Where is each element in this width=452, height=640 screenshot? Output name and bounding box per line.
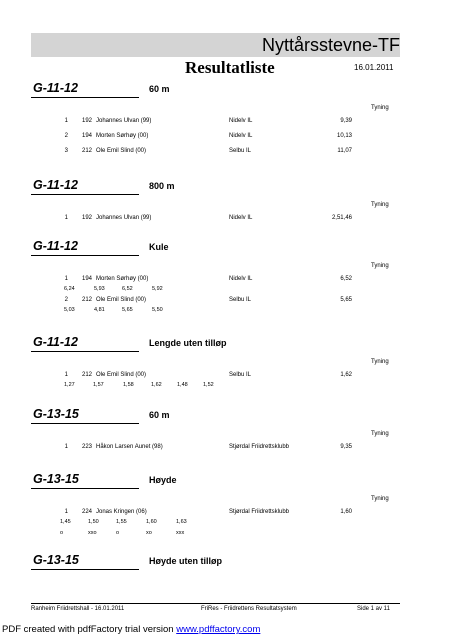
attempt-value-row <box>0 285 452 294</box>
athlete-club: Stjørdal Friidrettsklubb <box>229 509 290 515</box>
section-underline <box>31 351 139 352</box>
section-class: G-13-15 <box>33 472 79 486</box>
section-event: Lengde uten tilløp <box>149 338 227 348</box>
result-place: 1 <box>64 118 68 124</box>
result-row <box>0 443 452 452</box>
results-title: Resultatliste <box>185 58 275 77</box>
wind-label: Tyning <box>371 202 389 208</box>
result-place: 1 <box>64 215 68 221</box>
result-place: 1 <box>64 372 68 378</box>
attempt-value: 4,81 <box>94 307 105 313</box>
footer-page-number: Side 1 av 11 <box>357 606 390 612</box>
result-bib: 192 <box>81 118 92 124</box>
footer-system: FriRes - Friidrettens Resultatsystem <box>201 606 297 612</box>
athlete-name: Johannes Ulvan (99) <box>96 118 152 124</box>
attempt-value: 1,62 <box>151 382 162 388</box>
attempt-value: 1,48 <box>177 382 188 388</box>
result-value: 9,39 <box>340 118 352 124</box>
athlete-name: Håkon Larsen Aunet (98) <box>96 444 163 450</box>
attempt-value: 5,03 <box>64 307 75 313</box>
pdf-banner <box>2 624 260 636</box>
result-bib: 194 <box>81 133 92 139</box>
result-value: 5,65 <box>340 297 352 303</box>
result-place: 1 <box>64 276 68 282</box>
result-row <box>0 147 452 156</box>
section-event: Høyde <box>149 475 177 485</box>
section-class: G-11-12 <box>33 81 78 95</box>
result-place: 1 <box>64 509 68 515</box>
pdffactory-link[interactable]: www.pdffactory.com <box>176 624 261 635</box>
section-event: Høyde uten tilløp <box>149 556 222 566</box>
attempt-value: 5,50 <box>152 307 163 313</box>
attempt-value: 5,65 <box>122 307 133 313</box>
athlete-club: Selbu IL <box>229 297 252 303</box>
height-value: 1,50 <box>88 519 99 525</box>
wind-label: Tyning <box>371 431 389 437</box>
result-bib: 224 <box>81 509 92 515</box>
attempt-mark: xxo <box>88 530 97 536</box>
result-bib: 212 <box>81 148 92 154</box>
athlete-club: Stjørdal Friidrettsklubb <box>229 444 290 450</box>
section-underline <box>31 423 139 424</box>
attempt-value: 6,24 <box>64 286 75 292</box>
athlete-club: Nidelv IL <box>229 118 253 124</box>
athlete-club: Selbu IL <box>229 148 252 154</box>
result-row <box>0 296 452 305</box>
result-value: 1,62 <box>340 372 352 378</box>
result-value: 1,60 <box>340 509 352 515</box>
section-underline <box>31 97 139 98</box>
section-event: Kule <box>149 242 169 252</box>
result-value: 10,13 <box>336 133 352 139</box>
athlete-name: Morten Sørhøy (00) <box>96 133 149 139</box>
attempt-value: 1,58 <box>123 382 134 388</box>
result-bib: 192 <box>81 215 92 221</box>
wind-label: Tyning <box>371 359 389 365</box>
athlete-club: Nidelv IL <box>229 276 253 282</box>
footer-divider <box>31 603 400 604</box>
athlete-name: Johannes Ulvan (99) <box>96 215 152 221</box>
pdf-banner-text: PDF created with pdfFactory trial version <box>2 624 177 635</box>
attempt-mark: o <box>60 530 64 536</box>
result-row <box>0 275 452 284</box>
result-place: 3 <box>64 148 68 154</box>
attempt-value-row <box>0 381 452 390</box>
section-underline <box>31 194 139 195</box>
attempt-value-row <box>0 306 452 315</box>
result-value: 11,07 <box>337 148 352 154</box>
result-row <box>0 508 452 517</box>
attempt-value: 1,57 <box>93 382 104 388</box>
result-row <box>0 371 452 380</box>
athlete-club: Nidelv IL <box>229 215 253 221</box>
result-bib: 212 <box>81 297 92 303</box>
section-class: G-11-12 <box>33 178 78 192</box>
attempt-value: 1,52 <box>203 382 214 388</box>
attempt-mark: o <box>116 530 120 536</box>
attempt-value: 6,52 <box>122 286 133 292</box>
section-underline <box>31 488 139 489</box>
footer-venue: Ranheim Friidrettshall - 16.01.2011 <box>31 606 125 612</box>
athlete-name: Ole Emil Slind (00) <box>96 297 147 303</box>
result-place: 2 <box>64 133 68 139</box>
section-event: 60 m <box>149 84 170 94</box>
section-class: G-13-15 <box>33 407 79 421</box>
athlete-name: Ole Emil Slind (00) <box>96 372 147 378</box>
result-row <box>0 117 452 126</box>
result-bib: 223 <box>81 444 92 450</box>
athlete-club: Selbu IL <box>229 372 252 378</box>
athlete-name: Morten Sørhøy (00) <box>96 276 149 282</box>
section-class: G-13-15 <box>33 553 79 567</box>
section-event: 60 m <box>149 410 170 420</box>
section-event: 800 m <box>149 181 175 191</box>
attempt-value: 1,27 <box>64 382 75 388</box>
result-value: 6,52 <box>340 276 352 282</box>
attempt-mark-row <box>0 529 452 538</box>
athlete-name: Jonas Kringen (06) <box>96 509 147 515</box>
result-value: 2,51,46 <box>331 215 352 221</box>
athlete-name: Ole Emil Slind (00) <box>96 148 147 154</box>
wind-label: Tyning <box>371 263 389 269</box>
results-date: 16.01.2011 <box>354 63 394 72</box>
attempt-value: 5,92 <box>152 286 163 292</box>
result-place: 2 <box>64 297 68 303</box>
attempt-mark: xo <box>146 530 152 536</box>
result-value: 9,35 <box>340 444 352 450</box>
athlete-club: Nidelv IL <box>229 133 253 139</box>
result-row <box>0 214 452 223</box>
wind-label: Tyning <box>371 496 389 502</box>
section-class: G-11-12 <box>33 335 78 349</box>
height-value-row <box>0 518 452 527</box>
attempt-value: 5,93 <box>94 286 105 292</box>
result-place: 1 <box>64 444 68 450</box>
result-bib: 212 <box>81 372 92 378</box>
height-value: 1,55 <box>116 519 127 525</box>
wind-label: Tyning <box>371 105 389 111</box>
attempt-mark: xxx <box>176 530 185 536</box>
height-value: 1,63 <box>176 519 187 525</box>
section-underline <box>31 569 139 570</box>
section-underline <box>31 255 139 256</box>
result-row <box>0 132 452 141</box>
section-class: G-11-12 <box>33 239 78 253</box>
height-value: 1,45 <box>60 519 71 525</box>
result-bib: 194 <box>81 276 92 282</box>
height-value: 1,60 <box>146 519 157 525</box>
event-title: Nyttårsstevne-TF <box>261 35 400 55</box>
